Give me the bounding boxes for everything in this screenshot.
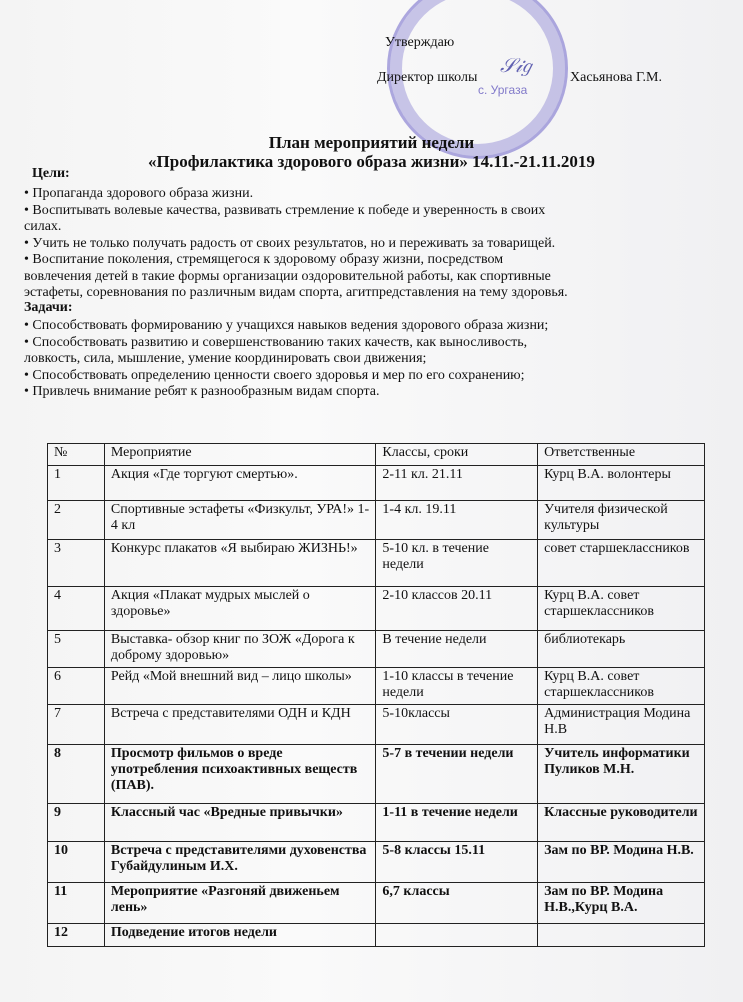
responsible-cell: библиотекарь [538, 631, 705, 668]
responsible-cell: Классные руководители [538, 804, 705, 842]
table-header-cell: Классы, сроки [376, 444, 538, 466]
classes-dates-cell: 2-10 классов 20.11 [376, 587, 538, 631]
goal-line: эстафеты, соревнования по различным видам спорта, агитпредставления на тему здоровья. [24, 285, 568, 300]
goal-line: вовлечения детей в такие формы организации оздоровительной работы, как спортивные [24, 268, 551, 284]
responsible-cell: Курц В.А. волонтеры [538, 466, 705, 501]
tasks-heading: Задачи: [24, 300, 73, 315]
classes-dates-cell: 5-10 кл. в течение недели [376, 540, 538, 587]
events-table [47, 443, 705, 947]
task-line: ловкость, сила, мышление, умение координировать свои движения; [24, 351, 427, 366]
event-cell: Подведение итогов недели [104, 924, 376, 947]
number-cell: 11 [48, 883, 105, 924]
responsible-cell: Курц В.А. совет старшеклассников [538, 587, 705, 631]
task-line: • Способствовать развитию и совершенствованию таких качеств, как выносливость, [24, 334, 528, 350]
number-cell: 6 [48, 668, 105, 705]
table-header-cell: Ответственные [538, 444, 705, 466]
table-row [48, 842, 705, 883]
responsible-cell: Учитель информатики Пуликов М.Н. [538, 745, 705, 804]
table-header-cell: № [48, 444, 105, 466]
number-cell: 7 [48, 705, 105, 745]
director-name: Хасьянова Г.М. [570, 70, 662, 85]
number-cell: 8 [48, 745, 105, 804]
page-title: План мероприятий недели [268, 133, 475, 152]
goal-line: • Учить не только получать радость от своих результатов, но и переживать за товарищей. [24, 235, 556, 251]
goal-line: силах. [24, 219, 62, 234]
number-cell: 9 [48, 804, 105, 842]
event-cell: Классный час «Вредные привычки» [104, 804, 376, 842]
stamp-text: с. Ургаза [478, 83, 528, 97]
classes-dates-cell: 5-7 в течении недели [376, 745, 538, 804]
event-cell: Рейд «Мой внешний вид – лицо школы» [104, 668, 376, 705]
classes-dates-cell: 1-10 классы в течение недели [376, 668, 538, 705]
responsible-cell: Учителя физической культуры [538, 501, 705, 540]
table-row [48, 883, 705, 924]
task-line: • Способствовать определению ценности своего здоровья и мер по его сохранению; [24, 367, 525, 383]
table-row [48, 466, 705, 501]
classes-dates-cell [376, 924, 538, 947]
goals-list [24, 186, 568, 302]
classes-dates-cell: 1-11 в течение недели [376, 804, 538, 842]
classes-dates-cell: 5-10классы [376, 705, 538, 745]
event-cell: Выставка- обзор книг по ЗОЖ «Дорога к доброму здоровью» [104, 631, 376, 668]
number-cell: 1 [48, 466, 105, 501]
approve-label: Утверждаю [385, 35, 455, 50]
number-cell: 3 [48, 540, 105, 587]
task-line: • Способствовать формированию у учащихся навыков ведения здорового образа жизни; [24, 318, 549, 333]
event-cell: Спортивные эстафеты «Физкульт, УРА!» 1-4 кл [104, 501, 376, 540]
task-line: • Привлечь внимание ребят к разнообразным видам спорта. [24, 384, 380, 399]
event-cell: Встреча с представителями духовенства Губайдулиным И.Х. [104, 842, 376, 883]
event-cell: Конкурс плакатов «Я выбираю ЖИЗНЬ!» [104, 540, 376, 587]
page-subtitle: «Профилактика здорового образа жизни» 14.11.-21.11.2019 [148, 152, 595, 171]
event-cell: Мероприятие «Разгоняй движеньем лень» [104, 883, 376, 924]
signature: 𝒮𝒾𝑔 [500, 55, 532, 77]
table-row [48, 804, 705, 842]
goal-line: • Воспитывать волевые качества, развивать стремление к победе и уверенность в своих [24, 202, 546, 218]
number-cell: 2 [48, 501, 105, 540]
responsible-cell: совет старшеклассников [538, 540, 705, 587]
number-cell: 12 [48, 924, 105, 947]
classes-dates-cell: В течение недели [376, 631, 538, 668]
table-row [48, 705, 705, 745]
goals-heading: Цели: [32, 166, 70, 181]
table-row [48, 745, 705, 804]
event-cell: Акция «Где торгуют смертью». [104, 466, 376, 501]
classes-dates-cell: 2-11 кл. 21.11 [376, 466, 538, 501]
event-cell: Встреча с представителями ОДН и КДН [104, 705, 376, 745]
table-row [48, 540, 705, 587]
responsible-cell [538, 924, 705, 947]
classes-dates-cell: 6,7 классы [376, 883, 538, 924]
classes-dates-cell: 1-4 кл. 19.11 [376, 501, 538, 540]
table-row [48, 924, 705, 947]
goal-line: • Пропаганда здорового образа жизни. [24, 186, 254, 201]
table-header-cell: Мероприятие [104, 444, 376, 466]
number-cell: 4 [48, 587, 105, 631]
table-row [48, 587, 705, 631]
event-cell: Акция «Плакат мудрых мыслей о здоровье» [104, 587, 376, 631]
table-header-row [48, 444, 705, 466]
director-position: Директор школы [377, 70, 478, 85]
event-cell: Просмотр фильмов о вреде употребления психоактивных веществ (ПАВ). [104, 745, 376, 804]
number-cell: 10 [48, 842, 105, 883]
number-cell: 5 [48, 631, 105, 668]
goal-line: • Воспитание поколения, стремящегося к здоровому образу жизни, посредством [24, 252, 504, 267]
table-row [48, 501, 705, 540]
table-row [48, 668, 705, 705]
table-row [48, 631, 705, 668]
responsible-cell: Курц В.А. совет старшеклассников [538, 668, 705, 705]
tasks-list [24, 318, 548, 401]
responsible-cell: Зам по ВР. Модина Н.В. [538, 842, 705, 883]
classes-dates-cell: 5-8 классы 15.11 [376, 842, 538, 883]
responsible-cell: Зам по ВР. Модина Н.В.,Курц В.А. [538, 883, 705, 924]
responsible-cell: Администрация Модина Н.В [538, 705, 705, 745]
